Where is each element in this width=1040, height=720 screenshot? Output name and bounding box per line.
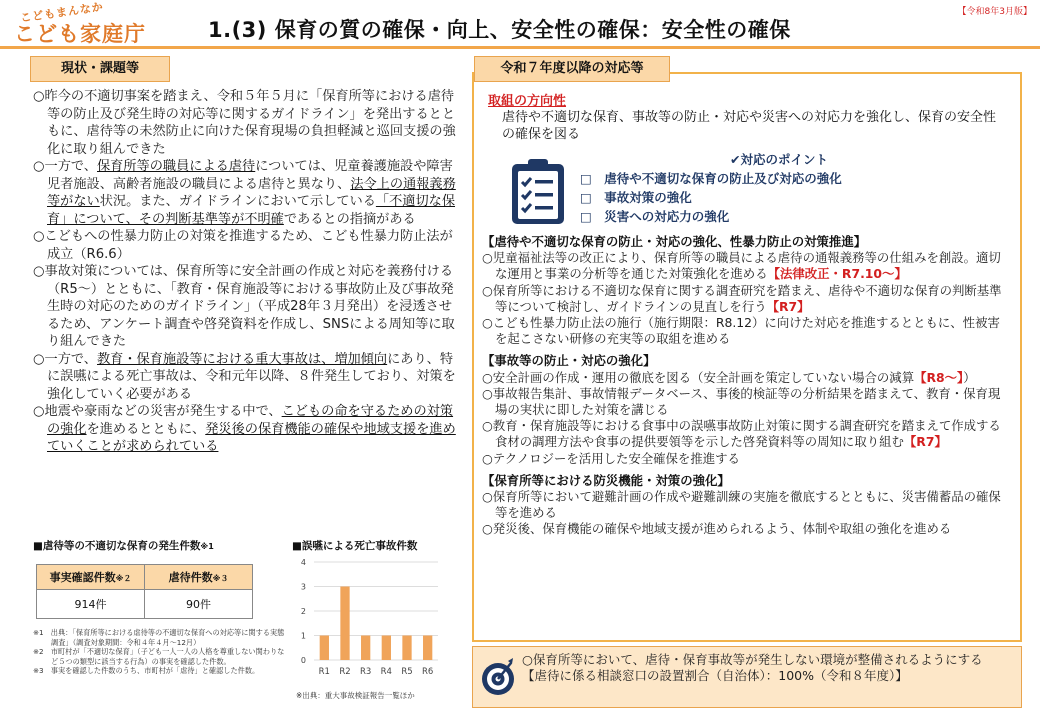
goal-text bbox=[522, 652, 1002, 684]
x-tick-label: R6 bbox=[422, 667, 434, 677]
abuse-item-1: ○児童福祉法等の改正により、保育所等の職員による虐待の通報義務等の仕組みを創設。適切な運用と事業の分析等を通じた対策強化を進める【法律改正・R7.10～】 bbox=[482, 250, 1001, 282]
bar-R5 bbox=[402, 636, 411, 661]
points-block bbox=[580, 150, 980, 226]
x-tick-label: R5 bbox=[401, 667, 413, 677]
note-1: ※1 出典：「保育所等における虐待等の不適切な保育への対応等に関する実態調査」（調査対象期間：令和４年４月～12月） bbox=[33, 628, 285, 647]
abuse-item-2: ○保育所等における不適切な保育に関する調査研究を踏まえ、虐待や不適切な保育の判断基準等について検討し、ガイドラインの見直しを行う【R7】 bbox=[482, 282, 1002, 314]
issue-paragraph-3: ○こどもへの性暴力防止の対策を推進するため、こども性暴力防止法が成立（R6.6） bbox=[33, 229, 453, 262]
issue-paragraph-1: ○昨今の不適切事案を踏まえ、令和５年５月に「保育所等における虐待等の防止及び発生時の対応等に関するガイドライン」を発出するとともに、虐待等の未然防止に向けた保育現場の負担軽減と巡回支援の強化に取り組んできた bbox=[33, 89, 456, 157]
bar-R1 bbox=[320, 636, 329, 661]
clipboard-icon bbox=[508, 156, 568, 226]
abuse-table bbox=[36, 564, 253, 619]
bar-R4 bbox=[382, 636, 391, 661]
x-tick-label: R1 bbox=[318, 667, 330, 677]
chart-title: ■誤嚥による死亡事故件数 bbox=[292, 540, 418, 552]
note-2: ※2 市町村が「不適切な保育」（子ども一人一人の人格を尊重しない関わりなど５つの類型に該当する行為）の事実を確認した件数。 bbox=[33, 647, 285, 666]
issue-paragraph-6: ○地震や豪雨などの災害が発生する中で、こどもの命を守るための対策の強化を進めるとともに、発災後の保育機能の確保や地域支援を進めていくことが求められている bbox=[33, 404, 456, 454]
x-tick-label: R3 bbox=[360, 667, 372, 677]
disaster-item-2: ○発災後、保育機能の確保や地域支援が進められるよう、体制や取組の強化を進める bbox=[482, 521, 952, 537]
col-abuse: 虐待件数※３ bbox=[145, 565, 253, 590]
current-issues-heading: 現状・課題等 bbox=[30, 56, 170, 82]
y-tick-label: 1 bbox=[300, 631, 306, 641]
response-measures bbox=[482, 234, 1008, 538]
table-notes bbox=[33, 628, 288, 676]
point-3: □ 災害への対応力の強化 bbox=[580, 209, 730, 224]
page-title: 1.(3) 保育の質の確保・向上、安全性の確保：安全性の確保 bbox=[208, 18, 791, 42]
policy-title: 取組の方向性 bbox=[488, 94, 567, 109]
y-tick-label: 3 bbox=[300, 582, 306, 592]
edition-label: 【令和8年3月版】 bbox=[957, 7, 1032, 17]
point-1: □ 虐待や不適切な保育の防止及び対応の強化 bbox=[580, 171, 842, 186]
issue-paragraph-5: ○一方で、教育・保育施設等における重大事故は、増加傾向にあり、特に誤嚥による死亡事故は、令和元年以降、８件発生しており、対策を強化していく必要がある bbox=[33, 351, 456, 402]
val-abuse: 90件 bbox=[145, 590, 253, 619]
points-title: ✔対応のポイント bbox=[730, 152, 828, 167]
point-2: □ 事故対策の強化 bbox=[580, 190, 692, 205]
section-abuse-title: 【虐待や不適切な保育の防止・対応の強化、性暴力防止の対策推進】 bbox=[482, 234, 867, 249]
bar-R2 bbox=[340, 587, 349, 661]
header-rule bbox=[0, 46, 1040, 49]
col-confirmed: 事実確認件数※２ bbox=[37, 565, 145, 590]
y-tick-label: 0 bbox=[300, 656, 306, 665]
disaster-item-1: ○保育所等において避難計画の作成や避難訓練の実施を徹底するとともに、災害備蓄品の確保等を進める bbox=[482, 489, 1001, 521]
current-issues-body bbox=[33, 88, 459, 456]
x-tick-label: R2 bbox=[339, 667, 351, 677]
val-confirmed: 914件 bbox=[37, 590, 145, 619]
target-icon bbox=[480, 655, 516, 699]
agency-logo: こども家庭庁 bbox=[14, 22, 146, 46]
policy-block bbox=[488, 90, 998, 143]
abuse-item-3: ○こども性暴力防止法の施行（施行期限：R8.12）に向けた対応を推進するとともに、性被害を起こさない研修の充実等の取組を進める bbox=[482, 315, 1000, 347]
note-3: ※3 事実を確認した件数のうち、市町村が「虐待」と確認した件数。 bbox=[33, 666, 260, 675]
goal-line-1: ○保育所等において、虐待・保育事故等が発生しない環境が整備されるようにする bbox=[522, 652, 983, 667]
issue-paragraph-2: ○一方で、保育所等の職員による虐待については、児童養護施設や障害児者施設、高齢者施設の職員による虐待と異なり、法令上の通報義務等がない状況。また、ガイドラインにおいて示している「不適切な保育」について、その判断基準等が不明確であるとの指摘がある bbox=[33, 159, 456, 227]
policy-body: 虐待や不適切な保育、事故等の防止・対応や災害への対応力を強化し、保育の安全性の確保を図る bbox=[502, 110, 997, 142]
y-tick-label: 4 bbox=[300, 558, 306, 567]
bar-R3 bbox=[361, 636, 370, 661]
y-tick-label: 2 bbox=[300, 607, 306, 616]
accident-item-1: ○安全計画の作成・運用の徹底を図る（安全計画を策定していない場合の減算【R8～】） bbox=[482, 369, 976, 385]
section-disaster-title: 【保育所等における防災機能・対策の強化】 bbox=[482, 472, 730, 488]
goal-line-2: 【虐待に係る相談窓口の設置割合（自治体）：100%（令和８年度）】 bbox=[522, 668, 908, 683]
chart-source: ※出典：重大事故検証報告一覧ほか bbox=[296, 691, 415, 700]
abuse-table-title: ■虐待等の不適切な保育の発生件数※1 bbox=[33, 540, 214, 552]
accident-item-3: ○教育・保育施設等における食事中の誤嚥事故防止対策に関する調査研究を踏まえて作成する食材の調理方法や食事の提供要領等を示した啓発資料等の周知に取り組む【R7】 bbox=[482, 418, 1001, 450]
response-heading: 令和７年度以降の対応等 bbox=[474, 56, 670, 82]
issue-paragraph-4: ○事故対策については、保育所等に安全計画の作成と対応を義務付ける（R5～）とともに、「教育・保育施設等における事故防止及び事故発生時の対応のためのガイドライン」（平成28年３月発出）を浸透させるため、アンケート調査や啓発資料を作成し、SNSによる周知等に取り組んできた bbox=[33, 264, 455, 349]
accident-item-4: ○テクノロジーを活用した安全確保を推進する bbox=[482, 450, 740, 466]
choking-death-chart bbox=[292, 552, 448, 687]
bar-R6 bbox=[423, 636, 432, 661]
x-tick-label: R4 bbox=[380, 667, 392, 677]
logo-subtitle: こどもまんなか bbox=[19, 0, 105, 25]
accident-item-2: ○事故報告集計、事故情報データベース、事後的検証等の分析結果を踏まえて、教育・保育現場の実状に即した対策を講じる bbox=[482, 385, 1001, 418]
section-accident-title: 【事故等の防止・対応の強化】 bbox=[482, 353, 656, 369]
